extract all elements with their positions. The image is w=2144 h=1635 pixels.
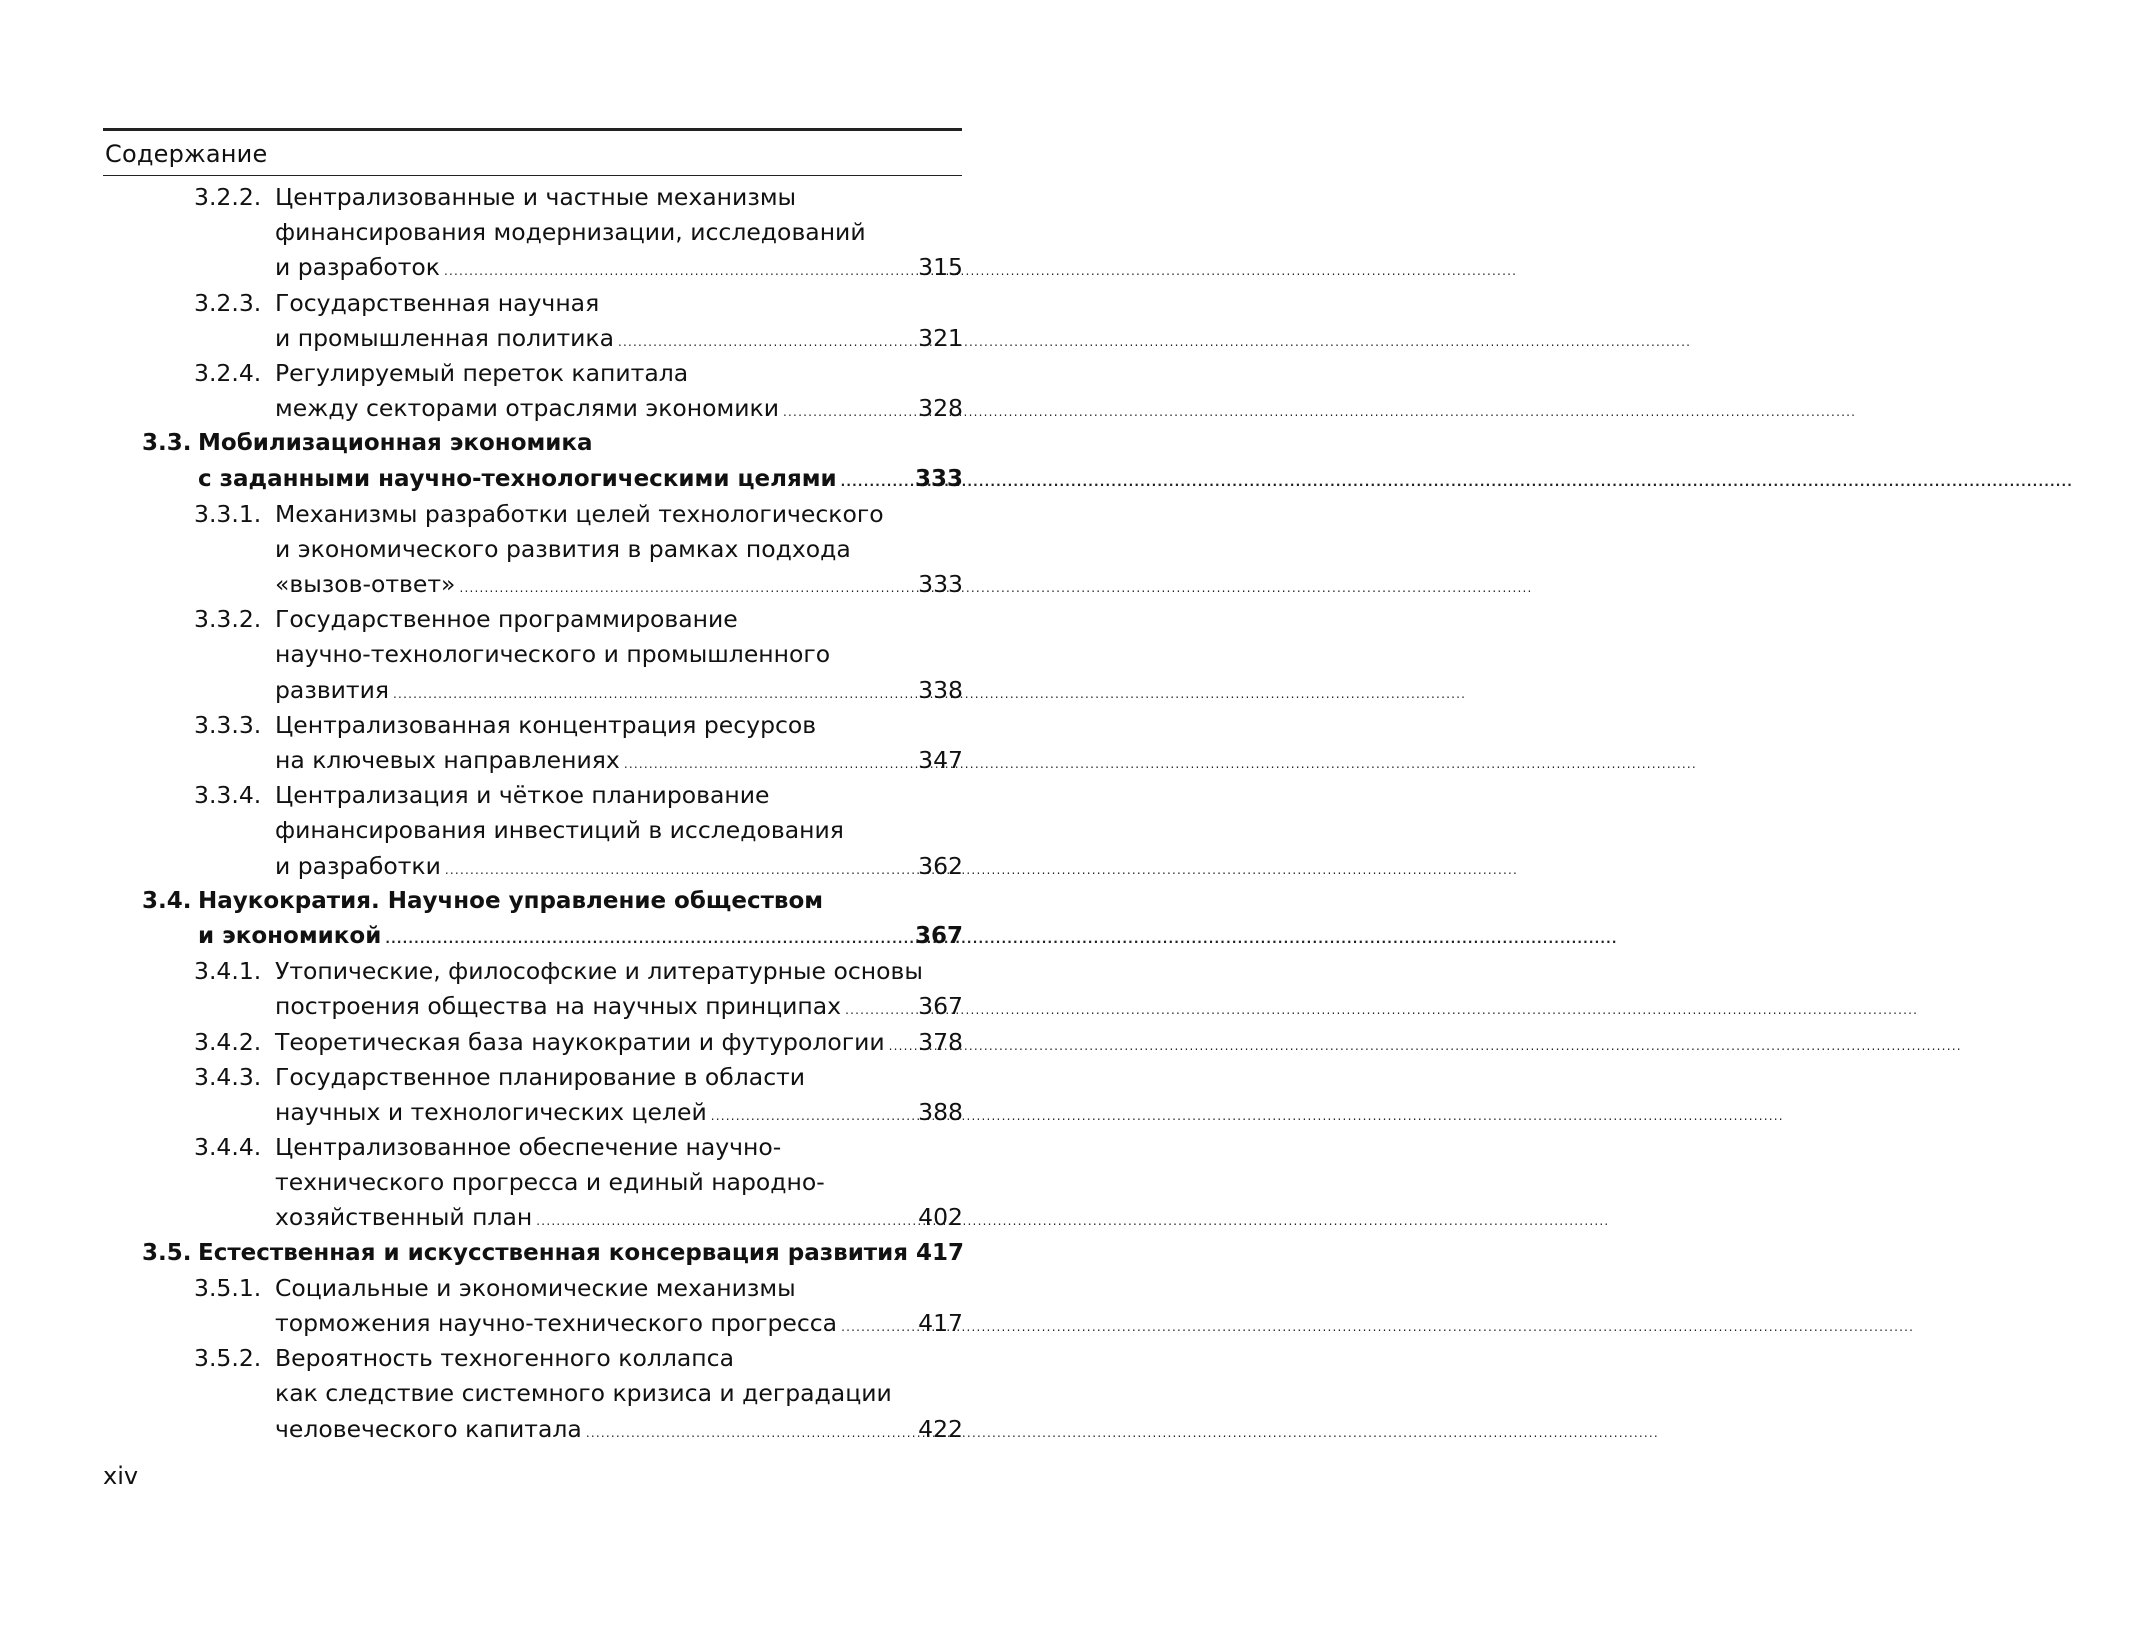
toc-entry-title-line: Централизованная концентрация ресурсов <box>275 710 817 739</box>
toc-entry-title-line: и разработок <box>275 253 441 282</box>
toc-entry-number: 3.3. <box>142 430 192 457</box>
dot-leader <box>444 254 914 289</box>
toc-entry-title-line: развития <box>275 675 390 704</box>
toc-page-number: 388 <box>918 1097 963 1126</box>
toc-entry-title-line: Регулируемый переток капитала <box>275 358 689 387</box>
toc-entry-title-line: научно-технологического и промышленного <box>275 640 831 669</box>
toc-page-number: 333 <box>918 570 963 599</box>
toc-subsection-entry[interactable] <box>0 1341 1000 1447</box>
toc-subsection-entry[interactable] <box>0 954 1000 1024</box>
toc-entry-title-line: финансирования модернизации, исследований <box>275 218 866 247</box>
toc-subsection-entry[interactable] <box>0 497 1000 603</box>
toc-entry-title-line: Социальные и экономические механизмы <box>275 1273 796 1302</box>
toc-entry-title-line: Утопические, философские и литературные основы <box>275 957 923 986</box>
toc-subsection-entry[interactable] <box>0 708 1000 778</box>
toc-page-number: 417 <box>916 1239 965 1266</box>
toc-entry-title-line: построения общества на научных принципах <box>275 992 842 1021</box>
toc-page-number: 315 <box>918 253 963 282</box>
toc-subsection-entry[interactable] <box>0 778 1000 884</box>
toc-subsection-entry[interactable] <box>0 356 1000 426</box>
toc-page-number: 367 <box>918 992 963 1021</box>
toc-entry-number: 3.3.3. <box>194 710 262 739</box>
toc-entry-title-line: Государственная научная <box>275 288 600 317</box>
dot-leader <box>841 465 911 500</box>
toc-entry-title-line: финансирования инвестиций в исследования <box>275 816 844 845</box>
toc-entry-title-line: Мобилизационная экономика <box>198 430 593 457</box>
toc-entry-title-line: и экономического развития в рамках подхода <box>275 534 851 563</box>
toc-page-number: 422 <box>918 1414 963 1443</box>
dot-leader <box>841 1310 914 1345</box>
toc-entry-number: 3.4.4. <box>194 1133 262 1162</box>
toc-entry-title-line: Теоретическая база наукократии и футурологии <box>275 1027 885 1056</box>
toc-entry-title-line: «вызов-ответ» <box>275 570 456 599</box>
dot-leader <box>624 747 914 782</box>
toc-entry-title-line: с заданными научно-технологическими целями <box>198 465 837 492</box>
dot-leader <box>586 1416 914 1451</box>
toc-entry-title-line: как следствие системного кризиса и деградации <box>275 1379 892 1408</box>
running-head: Содержание <box>105 140 268 168</box>
toc-entry-number: 3.5.2. <box>194 1344 262 1373</box>
toc-entry-title-line: технического прогресса и единый народно- <box>275 1168 825 1197</box>
toc-entry-title-line: научных и технологических целей <box>275 1097 707 1126</box>
dot-leader <box>393 677 914 712</box>
toc-subsection-entry[interactable] <box>0 602 1000 708</box>
toc-entry-title-line: Централизованное обеспечение научно- <box>275 1133 782 1162</box>
dot-leader <box>445 853 914 888</box>
toc-page-number: 367 <box>914 922 963 949</box>
toc-subsection-entry[interactable] <box>0 286 1000 356</box>
toc-entry-number: 3.4.3. <box>194 1062 262 1091</box>
dot-leader <box>385 922 911 957</box>
toc-subsection-entry[interactable] <box>0 1060 1000 1130</box>
toc-entry-title-line: Централизованные и частные механизмы <box>275 183 797 211</box>
dot-leader <box>459 571 914 606</box>
dot-leader <box>536 1204 914 1239</box>
toc-entry-title-line: хозяйственный план <box>275 1203 533 1232</box>
table-of-contents <box>0 180 1000 1447</box>
toc-entry-number: 3.2.2. <box>194 183 262 211</box>
toc-section-entry[interactable] <box>0 426 1000 496</box>
toc-subsection-entry[interactable] <box>0 1130 1000 1236</box>
toc-page-number: 347 <box>918 746 963 774</box>
toc-entry-number: 3.4.1. <box>194 957 262 986</box>
toc-section-entry[interactable] <box>0 1236 1000 1271</box>
toc-page-number: 321 <box>918 323 963 352</box>
toc-section-entry[interactable] <box>0 884 1000 954</box>
toc-entry-number: 3.5. <box>142 1239 192 1266</box>
book-page <box>0 0 1000 1635</box>
toc-entry-number: 3.5.1. <box>194 1273 262 1302</box>
toc-page-number: 338 <box>918 675 963 704</box>
page-number: xiv <box>103 1462 139 1490</box>
toc-entry-title-line: Естественная и искусственная консервация развития <box>198 1239 909 1266</box>
toc-entry-number: 3.4.2. <box>194 1027 262 1056</box>
toc-page-number: 362 <box>918 851 963 880</box>
dot-leader <box>711 1099 914 1134</box>
toc-entry-title-line: человеческого капитала <box>275 1414 582 1443</box>
toc-page-number: 328 <box>918 394 963 423</box>
toc-entry-number: 3.4. <box>142 887 192 914</box>
toc-subsection-entry[interactable] <box>0 1271 1000 1341</box>
toc-subsection-entry[interactable] <box>0 1025 1000 1060</box>
toc-entry-title-line: Вероятность техногенного коллапса <box>275 1344 734 1373</box>
dot-leader <box>889 1029 915 1064</box>
toc-entry-title-line: и экономикой <box>198 922 382 949</box>
toc-entry-title-line: Наукократия. Научное управление обществом <box>198 887 824 914</box>
dot-leader <box>618 325 914 360</box>
toc-entry-title-line: между секторами отраслями экономики <box>275 394 780 423</box>
toc-entry-title-line: Государственное планирование в области <box>275 1062 806 1091</box>
toc-entry-title-line: Централизация и чёткое планирование <box>275 781 770 810</box>
toc-page-number: 417 <box>918 1309 963 1337</box>
toc-page-number: 333 <box>914 465 963 492</box>
toc-entry-number: 3.3.1. <box>194 499 262 528</box>
toc-page-number: 378 <box>918 1027 963 1056</box>
dot-leader <box>845 993 914 1028</box>
toc-entry-title-line: и разработки <box>275 851 441 880</box>
toc-entry-number: 3.3.4. <box>194 781 262 810</box>
toc-entry-number: 3.3.2. <box>194 605 262 634</box>
header-rule-bottom <box>103 175 962 176</box>
toc-entry-title-line: Механизмы разработки целей технологического <box>275 499 884 528</box>
toc-entry-number: 3.2.4. <box>194 358 262 387</box>
toc-entry-number: 3.2.3. <box>194 288 262 317</box>
toc-page-number: 402 <box>918 1203 963 1232</box>
header-rule-top <box>103 128 962 131</box>
toc-entry-title-line: торможения научно-технического прогресса <box>275 1309 838 1337</box>
dot-leader <box>783 395 914 430</box>
toc-entry-title-line: на ключевых направлениях <box>275 746 620 774</box>
toc-entry-title-line: и промышленная политика <box>275 323 614 352</box>
toc-subsection-entry[interactable] <box>0 180 1000 286</box>
toc-entry-title-line: Государственное программирование <box>275 605 738 634</box>
